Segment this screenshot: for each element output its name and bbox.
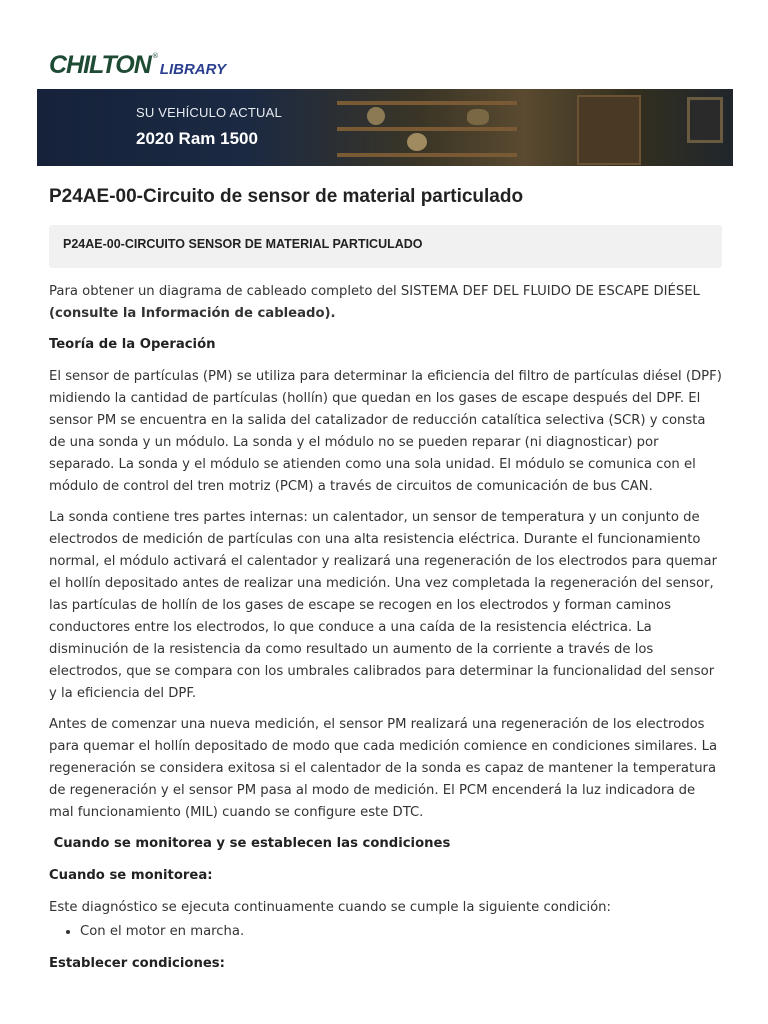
banner-shelf — [337, 127, 517, 131]
current-vehicle-name: 2020 Ram 1500 — [136, 129, 258, 148]
when-monitored-text: Este diagnóstico se ejecuta continuamente cuando se cumple la siguiente condición: — [49, 900, 611, 915]
section-subheading: P24AE-00-CIRCUITO SENSOR DE MATERIAL PARTICULADO — [49, 225, 722, 268]
page-title: P24AE-00-Circuito de sensor de material particulado — [49, 186, 524, 207]
banner-shelf — [337, 153, 517, 157]
logo-sub-text: LIBRARY — [159, 61, 227, 78]
logo-registered-mark: ® — [151, 52, 159, 60]
intro-paragraph — [49, 281, 723, 325]
list-item: • Con el motor en marcha. — [80, 921, 723, 943]
monitor-conditions-heading: Cuando se monitorea y se establecen las condiciones — [49, 836, 451, 851]
when-monitored-heading: Cuando se monitorea: — [49, 868, 213, 883]
theory-heading: Teoría de la Operación — [49, 337, 216, 352]
wiring-info-reference[interactable]: (consulte la Información de cableado). — [49, 306, 336, 321]
current-vehicle-label: SU VEHÍCULO ACTUAL — [136, 105, 282, 120]
theory-paragraph-1: El sensor de partículas (PM) se utiliza para determinar la eficiencia del filtro de partículas diésel (DPF) midiendo la cantidad de partículas (hollín) que quedan en los gases de escape después del DPF. El sensor PM se encuentra en la salida del catalizador de reducción catalítica selectiva (SCR) y consta de una sonda y un módulo. La sonda y el módulo no se pueden reparar (ni diagnosticar) por separado. La sonda y el módulo se atienden como una sola unidad. El módulo se comunica con el módulo de control del tren motriz (PCM) a través de circuitos de comunicación de bus CAN. — [49, 369, 722, 494]
logo-main-text: CHILTON — [49, 51, 151, 79]
intro-text: Para obtener un diagrama de cableado completo del SISTEMA DEF DEL FLUIDO DE ESCAPE DIÉSEL — [49, 284, 700, 299]
banner-shelf — [337, 101, 517, 105]
banner-jar — [407, 133, 427, 151]
banner-frame — [687, 97, 723, 143]
set-conditions-heading: Establecer condiciones: — [49, 956, 225, 971]
banner-cabinet — [577, 95, 641, 165]
article-content — [49, 281, 723, 985]
theory-paragraph-2: La sonda contiene tres partes internas: un calentador, un sensor de temperatura y un conjunto de electrodos de medición de partículas con una alta resistencia eléctrica. Durante el funcionamiento normal, el módulo activará el calentador y realizará una regeneración de los electrodos para quemar el hollín depositado antes de realizar una medición. Una vez completada la regeneración del sensor, las partículas de hollín de los gases de escape se recogen en los electrodos y forman caminos conductores entre los electrodos, lo que conduce a una caída de la resistencia eléctrica. La disminución de la resistencia da como resultado un aumento de la corriente a través de los electrodos, que se compara con los umbrales calibrados para determinar la funcionalidad del sensor y la eficiencia del DPF. — [49, 510, 718, 701]
theory-paragraph-3: Antes de comenzar una nueva medición, el sensor PM realizará una regeneración de los electrodos para quemar el hollín depositado de modo que cada medición comience en condiciones similares. La regeneración se considera exitosa si el calentador de la sonda es capaz de mantener la temperatura de regeneración y el sensor PM pasa al modo de medición. El PCM encenderá la luz indicadora de mal funcionamiento (MIL) cuando se configure este DTC. — [49, 717, 718, 820]
banner-jar — [367, 107, 385, 125]
conditions-list — [49, 921, 723, 943]
chilton-library-logo[interactable] — [49, 48, 226, 78]
banner-jar — [467, 109, 489, 125]
current-vehicle-banner — [37, 89, 733, 166]
